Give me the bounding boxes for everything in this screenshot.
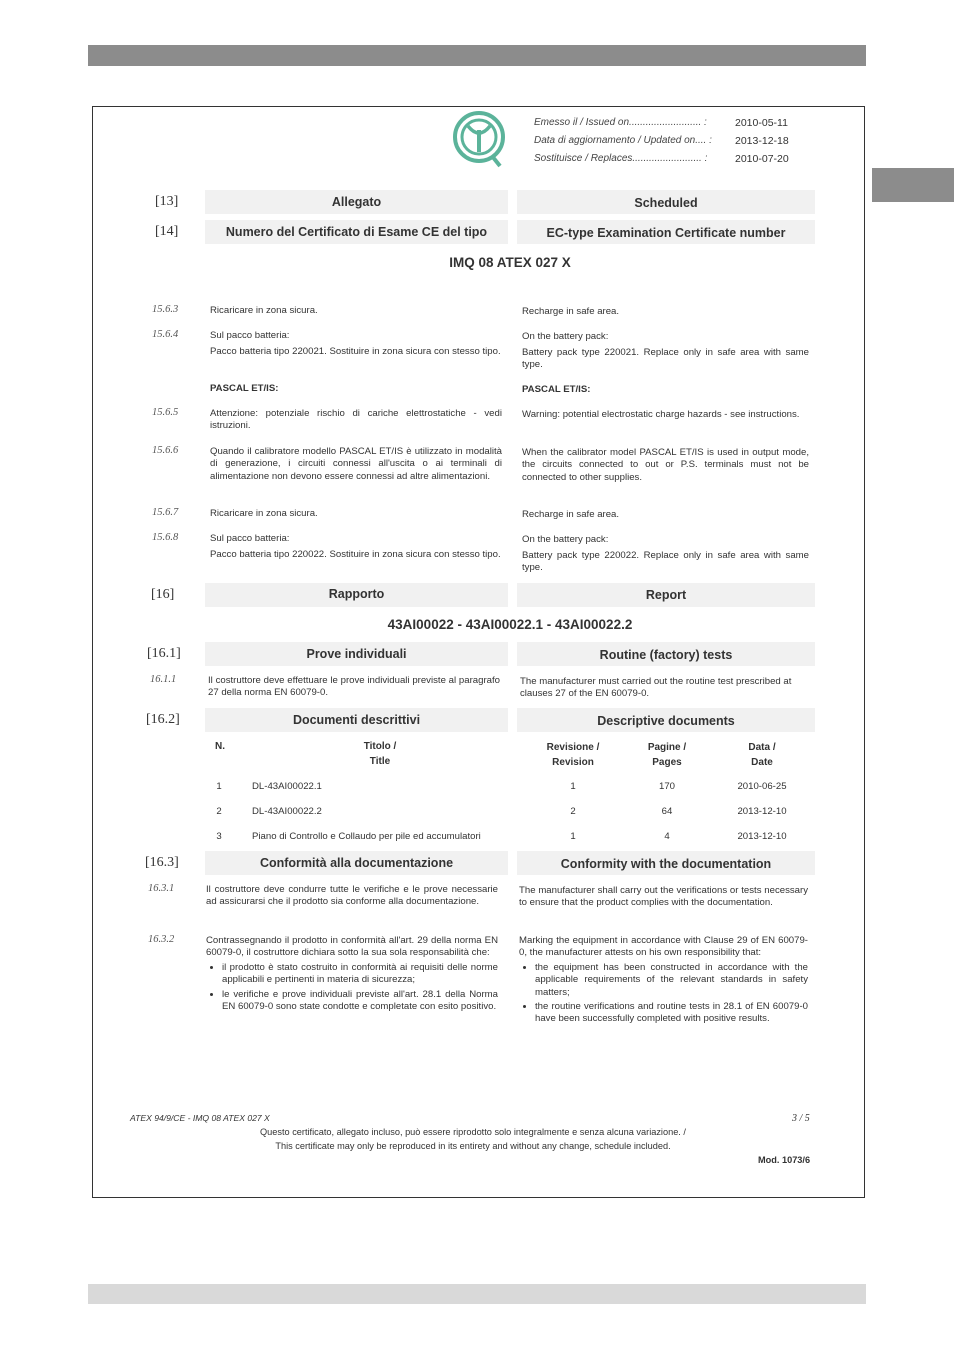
- clause-text-en: Recharge in safe area.: [522, 306, 620, 317]
- clause-text-it: Ricaricare in zona sicura.: [210, 508, 318, 519]
- form-model: Mod. 1073/6: [758, 1155, 811, 1165]
- clause-text-it: Sul pacco batteria:: [210, 533, 290, 544]
- clause-text-en: The manufacturer shall carry out the verifications or tests necessary to ensure that the product complies with the documentation.: [519, 885, 808, 909]
- cert-number: IMQ 08 ATEX 027 X: [449, 255, 571, 270]
- conformity-heading-it: Conformità alla documentazione: [259, 856, 454, 870]
- clause-number: 15.6.7: [152, 507, 179, 518]
- ref-16-1: [16.1]: [147, 646, 181, 661]
- pascal-label-it: PASCAL ET/IS:: [210, 383, 279, 394]
- col-revision-header: Revisione / Revision: [546, 742, 600, 768]
- updated-value: 2013-12-18: [735, 135, 789, 147]
- footer-cert-ref: ATEX 94/9/CE - IMQ 08 ATEX 027 X: [130, 1113, 270, 1123]
- scheduled-heading: Scheduled: [634, 196, 698, 210]
- ref-16-3: [16.3]: [145, 855, 179, 870]
- clause-number: 16.1.1: [150, 674, 177, 685]
- clause-text-it: Quando il calibratore modello PASCAL ET/IS è utilizzato in modalità di generazione, i circuiti connessi all'uscita o ai terminali di alimentazione non devono essere connessi ad altre alimentazioni.: [210, 446, 502, 482]
- clause-text-en: On the battery pack:: [522, 534, 609, 545]
- table-row: 2 DL-43AI00022.2 2 64 2013-12-10: [216, 806, 787, 817]
- col-n-header: N.: [215, 741, 225, 752]
- clause-text-it: Ricaricare in zona sicura.: [210, 305, 318, 316]
- clause-number: 15.6.6: [152, 445, 179, 456]
- clause-number: 15.6.5: [152, 407, 179, 418]
- issued-label: Emesso il / Issued on.......................... :: [534, 117, 707, 128]
- bullet-list-it: [206, 962, 498, 1014]
- page-top-bar: [88, 45, 866, 66]
- clause-number: 15.6.8: [152, 532, 179, 543]
- clause-text-it: Il costruttore deve effettuare le prove individuali previste al paragrafo 27 della norma EN 60079-0.: [208, 675, 500, 699]
- report-heading: Report: [645, 588, 687, 602]
- bullet-list-en: [519, 962, 808, 1026]
- col-date-header: Data / Date: [748, 742, 776, 768]
- page-bottom-bar: [88, 1284, 866, 1304]
- ref-16-2: [16.2]: [146, 712, 180, 727]
- rapporto-heading: Rapporto: [328, 587, 385, 601]
- cert-number-heading-en: EC-type Examination Certificate number: [546, 226, 786, 240]
- clause-number: 15.6.3: [152, 304, 179, 315]
- clause-number: 15.6.4: [152, 329, 179, 340]
- list-item: • the routine verifications and routine tests in 28.1 of EN 60079-0 have been successfully completed with positive results.: [535, 1001, 808, 1026]
- footer-note-it: Questo certificato, allegato incluso, può essere riprodotto solo integralmente e senza alcuna variazione. /: [260, 1127, 686, 1137]
- col-pages-header: Pagine / Pages: [647, 742, 687, 768]
- clause-text-it: Pacco batteria tipo 220021. Sostituire in zona sicura con stesso tipo.: [210, 346, 501, 357]
- page-number: 3 / 5: [792, 1113, 810, 1124]
- table-row: 1 DL-43AI00022.1 1 170 2010-06-25: [216, 781, 787, 792]
- documents-heading-it: Documenti descrittivi: [292, 713, 421, 727]
- clause-text-it: Contrassegnando il prodotto in conformità all'art. 29 della norma EN 60079-0, il costruttore dichiara sotto la sua sola responsabilità che: • il prodotto è stato costruito in conformità ai requisiti delle norme applicabili e pertinenti in materia di sicurezza; • le verifiche e prove individuali previste all'art. 28.1 della Norma EN 60079-0 sono state condotte e completate con esito positivo.: [206, 935, 498, 1015]
- list-item: • the equipment has been constructed in accordance with the applicable requirements of the relevant standards in safety matters;: [535, 962, 808, 999]
- clause-number: 16.3.1: [148, 883, 175, 894]
- cert-number-heading-it: Numero del Certificato di Esame CE del tipo: [225, 225, 488, 239]
- documents-heading-en: Descriptive documents: [597, 714, 735, 728]
- table-row: 3 Piano di Controllo e Collaudo per pile ed accumulatori 1 4 2013-12-10: [216, 831, 787, 842]
- col-title-header: Titolo / Title: [363, 741, 397, 767]
- clause-text-en: Battery pack type 220022. Replace only in safe area with same type.: [522, 550, 809, 574]
- conformity-heading-en: Conformity with the documentation: [560, 857, 772, 871]
- routine-tests-heading-it: Prove individuali: [306, 647, 407, 661]
- clause-text-it: Il costruttore deve condurre tutte le verifiche e le prove necessarie ad assicurarsi che il prodotto sia conforme alla documentazione.: [206, 884, 498, 908]
- footer-note-en: This certificate may only be reproduced in its entirety and without any change, schedule included.: [275, 1141, 671, 1151]
- clause-text-en: Recharge in safe area.: [522, 509, 620, 520]
- list-item: • il prodotto è stato costruito in conformità ai requisiti delle norme applicabili e pertinenti in materia di sicurezza;: [222, 962, 498, 987]
- clause-text-it: Sul pacco batteria:: [210, 330, 290, 341]
- report-number: 43AI00022 - 43AI00022.1 - 43AI00022.2: [387, 617, 633, 632]
- clause-text-en: The manufacturer must carried out the routine test prescribed at clauses 27 of the EN 60079-0.: [520, 676, 792, 700]
- pascal-label-en: PASCAL ET/IS:: [522, 384, 591, 395]
- replaces-label: Sostituisce / Replaces......................... :: [534, 153, 708, 164]
- clause-text-it: Pacco batteria tipo 220022. Sostituire in zona sicura con stesso tipo.: [210, 549, 501, 560]
- ref-14: [14]: [155, 224, 179, 239]
- clause-text-en: When the calibrator model PASCAL ET/IS is used in output mode, the circuits connected to out or P.S. terminals must not be connected to other supplies.: [522, 447, 809, 483]
- clause-number: 16.3.2: [148, 934, 175, 945]
- issued-value: 2010-05-11: [735, 117, 788, 129]
- imq-logo-icon: [452, 110, 506, 168]
- clause-text-en: On the battery pack:: [522, 331, 609, 342]
- clause-text-it: Attenzione: potenziale rischio di cariche elettrostatiche - vedi istruzioni.: [210, 408, 502, 432]
- ref-13: [13]: [155, 194, 179, 209]
- side-tab-marker: [872, 168, 954, 202]
- ref-16: [16]: [151, 587, 175, 602]
- list-item: • le verifiche e prove individuali previste all'art. 28.1 della Norma EN 60079-0 sono state condotte e completate con esito positivo.: [222, 989, 498, 1014]
- clause-text-en: Warning: potential electrostatic charge hazards - see instructions.: [522, 409, 800, 420]
- clause-text-en: Marking the equipment in accordance with Clause 29 of EN 60079-0, the manufacturer attests on his own responsibility that: • the equipment has been constructed in accordance with the applicable requirements of the relevant standards in safety matters; • the routine verifications and routine tests in 28.1 of EN 60079-0 have been successfully completed with positive results.: [519, 935, 808, 1028]
- clause-text-en: Battery pack type 220021. Replace only in safe area with same type.: [522, 347, 809, 371]
- replaces-value: 2010-07-20: [735, 153, 789, 165]
- allegato-heading: Allegato: [331, 195, 382, 209]
- routine-tests-heading-en: Routine (factory) tests: [599, 648, 733, 662]
- updated-label: Data di aggiornamento / Updated on.... :: [534, 135, 712, 146]
